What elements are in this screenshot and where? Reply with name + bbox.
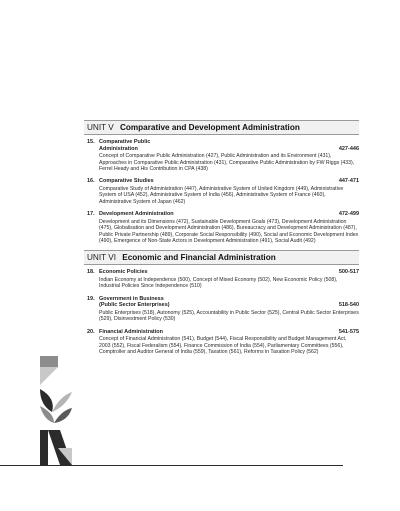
chapter-entry [84, 329, 359, 356]
chapter-title-cont: (Public Sector Enterprises) [99, 302, 170, 309]
deco-gray-block [40, 356, 58, 367]
unit-heading [84, 250, 359, 265]
table-of-contents [84, 120, 359, 362]
chapter-number: 15. [87, 139, 95, 145]
chapter-title: Financial Administration [99, 328, 163, 335]
chapter-entry [84, 139, 359, 172]
chapter-title: Comparative Studies [99, 178, 154, 185]
chapter-pages: 472-499 [338, 211, 359, 218]
unit-title: Comparative and Development Administration [119, 123, 300, 132]
chapter-number: 18. [87, 269, 95, 276]
chapter-topics: Concept of Comparative Public Administration (427), Public Administration and its Environment (431), Approaches in Comparative Public Administration (431), Comparative Public Administration by FW Riggs (433), Ferrel Heady and His Contribution in CPA (438) [99, 153, 355, 172]
chapter-pages: 427-446 [338, 145, 359, 152]
chapter-title: Government in Business [99, 295, 164, 302]
chapter-entry [84, 178, 359, 205]
unit-label: UNIT VI [87, 253, 116, 263]
chapter-title: Economic Policies [99, 269, 148, 276]
unit-section-5 [84, 120, 359, 244]
unit-title: Economic and Financial Administration [122, 253, 276, 263]
deco-triangle-top [40, 367, 58, 385]
chapter-pages: 447-471 [338, 178, 359, 185]
unit-section-6 [84, 250, 359, 355]
chapter-topics: Development and its Dimensions (472), Sustainable Development Goals (473), Development Administration (475), Globalisation and Development Administration (486), Bureaucracy and Development Administration (487), Public Private Partnership (489), Corporate Social Responsibility (490), Social and Economic Development Index (490), Emergence of Non-State Actors in Development Administration (491), Social Audit (492) [99, 218, 359, 245]
chapter-number: 17. [87, 211, 95, 218]
chapter-topics: Public Enterprises (518), Autonomy (525), Accountability in Public Sector (525), Central Public Sector Enterprises (529), Disinvestment Policy (530) [99, 310, 359, 323]
deco-dark-bar [40, 430, 48, 465]
chapter-entry [84, 211, 359, 244]
chapter-pages: 541-575 [338, 328, 359, 335]
chapter-title: Development Administration [99, 211, 174, 218]
chapter-title-cont: Administration [99, 145, 138, 152]
deco-leaf-4 [54, 408, 72, 423]
unit-label: UNIT V [87, 123, 114, 132]
chapter-entry [84, 269, 359, 289]
unit-heading [84, 120, 359, 135]
chapter-title: Comparative Public [99, 139, 151, 145]
chapter-topics: Concept of Financial Administration (541), Budget (544), Fiscal Responsibility and Budget Management Act, 2003 (552), Fiscal Federalism (554), Finance Commission of India (554), Parliamentary Committees (556), Comptroller and Auditor General of India (559), Taxation (561), Reforms in Taxation Policy (562) [99, 336, 347, 356]
chapter-entry [84, 296, 359, 323]
chapter-topics: Indian Economy at Independence (500), Concept of Mixed Economy (502), New Economic Policy (508), Industrial Policies Since Independence (510) [99, 277, 338, 290]
chapter-number: 20. [87, 328, 95, 335]
chapter-number: 19. [87, 295, 95, 302]
chapter-pages: 518-540 [338, 302, 359, 309]
chapter-pages: 500-517 [338, 269, 359, 276]
chapter-number: 16. [87, 178, 95, 185]
chapter-topics: Comparative Study of Administration (447), Administrative System of United Kingdom (449), Administrative System of USA (452), Administrative System of India (456), Administrative System of France (460), Administrative System of Japan (462) [99, 186, 344, 205]
